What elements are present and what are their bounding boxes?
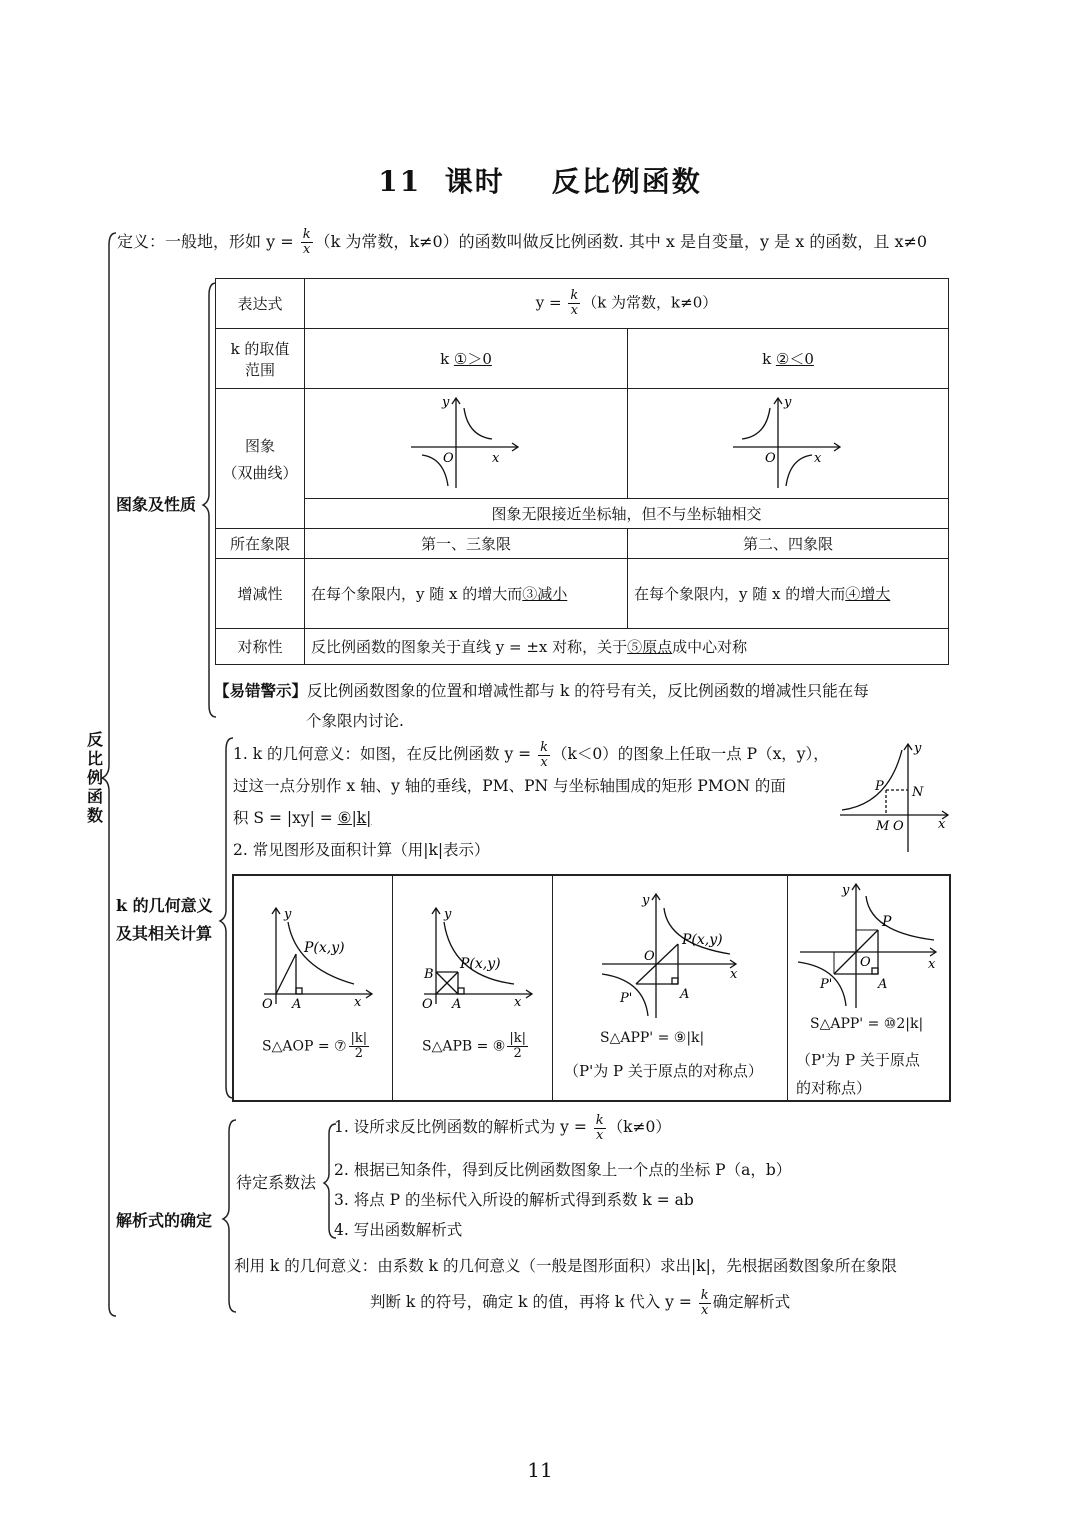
page-number: 11 <box>527 1458 553 1482</box>
geometry-text: 1. k 的几何意义：如图，在反比例函数 y = $\frac{k}{x}$ （k＜0）的图象上任取一点 P（x，y）， 过这一点分别作 x 轴、y 轴的垂线，PM、PN 与坐标轴围成的矩形 PMON 的面 积 S = |xy| = ⑥|k| 2. 常见图形及面积计算（用|k|表示） <box>233 739 829 859</box>
svg-text:y: y <box>642 893 650 908</box>
cell1-formula: S△AOP = ⑦ $\frac{|k|}{2}$ <box>262 1031 368 1061</box>
root-label: 反比例函数 <box>86 730 103 825</box>
svg-text:x: x <box>492 450 500 466</box>
svg-text:y: y <box>784 394 792 410</box>
svg-text:N: N <box>912 785 924 800</box>
section-label-graph: 图象及性质 <box>116 495 197 514</box>
cell2-formula: S△APB = ⑧ $\frac{|k|}{2}$ <box>422 1031 526 1061</box>
warning-note: 【易错警示】反比例函数图象的位置和增减性都与 k 的符号有关，反比例函数的增减性只能在每 个象限内讨论. <box>214 681 869 730</box>
svg-text:A: A <box>878 977 888 992</box>
page-title: 11 课时 反比例函数 <box>378 165 702 198</box>
quadrant-positive: 第一、三象限 <box>305 529 628 559</box>
svg-text:A: A <box>292 997 302 1012</box>
svg-text:P': P' <box>820 977 833 992</box>
step-4: 4. 写出函数解析式 <box>334 1220 463 1239</box>
svg-text:O: O <box>893 819 904 834</box>
area-figures-box <box>232 874 951 1102</box>
graph-negative <box>628 389 949 499</box>
svg-text:y: y <box>914 741 922 756</box>
svg-text:P(x,y): P(x,y) <box>682 932 723 948</box>
cell4-note: （P'为 P 关于原点 的对称点） <box>796 1051 920 1097</box>
triangle-app-diagonal-figure <box>596 892 746 1022</box>
cell3-note: （P'为 P 关于原点的对称点） <box>564 1062 763 1080</box>
svg-text:y: y <box>284 907 292 922</box>
step-2: 2. 根据已知条件，得到反比例函数图象上一个点的坐标 P（a，b） <box>334 1160 792 1179</box>
svg-text:O: O <box>765 450 776 466</box>
svg-text:O: O <box>422 997 433 1012</box>
svg-text:O: O <box>644 949 655 964</box>
svg-text:P(x,y): P(x,y) <box>304 940 345 956</box>
svg-text:B: B <box>424 967 434 982</box>
svg-text:x: x <box>354 995 362 1010</box>
graph-label: 图象 （双曲线） <box>216 389 305 529</box>
svg-text:x: x <box>928 957 936 972</box>
triangle-aop-figure <box>254 906 384 1016</box>
svg-text:x: x <box>514 995 522 1010</box>
monotonic-positive: 在每个象限内，y 随 x 的增大而③减小 <box>305 559 628 629</box>
range-negative: k ②＜0 <box>628 329 949 389</box>
step-1: 1. 设所求反比例函数的解析式为 y = $\frac{k}{x}$ （k≠0） <box>334 1112 671 1143</box>
svg-text:x: x <box>814 450 822 466</box>
svg-text:A: A <box>452 997 462 1012</box>
svg-text:x: x <box>730 967 738 982</box>
hyperbola-q24-graph <box>728 392 848 492</box>
svg-text:M: M <box>876 819 890 834</box>
section-label-analytic: 解析式的确定 <box>116 1211 213 1230</box>
section-label-geometry: k 的几何意义 及其相关计算 <box>116 896 213 943</box>
step-3: 3. 将点 P 的坐标代入所设的解析式得到系数 k = ab <box>334 1190 694 1209</box>
quadrant-label: 所在象限 <box>216 529 305 559</box>
method-steps <box>334 1112 791 1245</box>
geometric-method: 利用 k 的几何意义：由系数 k 的几何意义（一般是图形面积）求出|k|，先根据函数图象所在象限 判断 k 的符号，确定 k 的值，再将 k 代入 y = $\frac{k}{x}$ 确定解析式 <box>234 1257 897 1318</box>
svg-text:x: x <box>938 817 946 832</box>
pmon-rectangle-figure <box>838 740 953 855</box>
svg-text:P: P <box>875 779 884 794</box>
cell4-formula: S△APP' = ⑩2|k| <box>810 1016 924 1032</box>
expr-label: 表达式 <box>216 279 305 329</box>
hyperbola-q13-graph <box>406 392 526 492</box>
symmetry-cell: 反比例函数的图象关于直线 y = ±x 对称，关于⑤原点成中心对称 <box>305 629 949 665</box>
definition: 定义：一般地，形如 y = $\frac{k}{x}$ （k 为常数，k≠0）的函数叫做反比例函数. 其中 x 是自变量，y 是 x 的函数，且 x≠0 <box>117 227 928 257</box>
cell3-formula: S△APP' = ⑨|k| <box>600 1030 705 1046</box>
svg-text:P': P' <box>620 991 633 1006</box>
svg-text:A: A <box>680 987 690 1002</box>
svg-text:y: y <box>842 883 850 898</box>
svg-text:P(x,y): P(x,y) <box>460 956 501 972</box>
graph-positive <box>305 389 628 499</box>
range-label: k 的取值 范围 <box>216 329 305 389</box>
svg-text:P: P <box>882 914 892 930</box>
svg-text:y: y <box>444 907 452 922</box>
triangle-apb-figure <box>414 906 544 1016</box>
quadrant-negative: 第二、四象限 <box>628 529 949 559</box>
monotonic-label: 增减性 <box>216 559 305 629</box>
warning-tag: 【易错警示】 <box>214 681 308 700</box>
monotonic-negative: 在每个象限内，y 随 x 的增大而④增大 <box>628 559 949 629</box>
svg-text:O: O <box>262 997 273 1012</box>
svg-text:y: y <box>442 394 450 410</box>
range-positive: k ①＞0 <box>305 329 628 389</box>
symmetry-label: 对称性 <box>216 629 305 665</box>
expr-cell: y = $\frac{k}{x}$ （k 为常数，k≠0） <box>305 279 949 329</box>
graph-note: 图象无限接近坐标轴，但不与坐标轴相交 <box>305 499 949 529</box>
svg-text:O: O <box>860 955 871 970</box>
properties-table <box>215 278 949 665</box>
triangle-app-symmetric-figure <box>794 882 944 1012</box>
svg-text:O: O <box>443 450 454 466</box>
method-label: 待定系数法 <box>236 1173 317 1192</box>
